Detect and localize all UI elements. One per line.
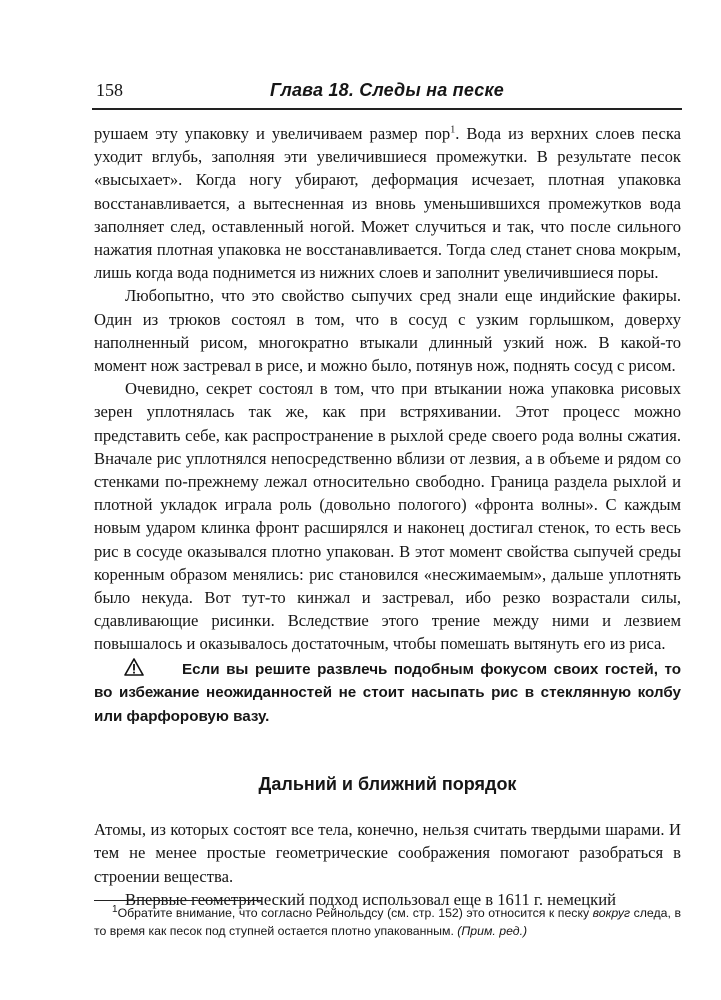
- running-header: [92, 80, 682, 106]
- warning-triangle-icon: [124, 658, 144, 676]
- footnote-emphasis: вокруг: [592, 906, 631, 920]
- paragraph: Атомы, из которых состоят все тела, конечно, нельзя считать твердыми шарами. И тем не менее простые геометрические соображения помогают разобраться в строении вещества.: [94, 820, 681, 886]
- header-rule: [92, 108, 682, 110]
- editor-note: (Прим. ред.): [457, 924, 528, 938]
- main-text: [94, 122, 681, 911]
- running-title: Глава 18. Следы на песке: [270, 80, 504, 100]
- paragraph: Очевидно, секрет состоял в том, что при втыкании ножа упаковка рисовых зерен уплотнялась так же, как при встряхивании. Этот процесс можно представить себе, как распространение в рыхлой среде своего рода волны сжатия. Вначале рис уплотнялся непосредственно вблизи от лезвия, а в объеме и рядом со стенками по-прежнему лежал относительно свободно. Граница раздела рыхлой и плотной укладок играла роль (довольно пологого) «фронта волны». С каждым новым ударом клинка фронт расширялся и наконец достигал стенок, то есть весь рис в сосуде оказывался плотно упакован. В этот момент свойства сыпучей среды коренным образом менялись: рис становился «несжимаемым», дальше уплотнять было некуда. Вот тут-то кинжал и застревал, ибо резко возрастали силы, сдавливающие рисинки. Вследствие этого трение между ними и лезвием повышалось и оказывалось достаточным, чтобы помешать вытянуть его из риса.: [94, 379, 681, 654]
- warning-note: [94, 658, 681, 729]
- section-title: Дальний и ближний порядок: [258, 774, 517, 795]
- paragraph: рушаем эту упаковку и увеличиваем размер пор$^1$. Вода из верхних слоев песка уходит вглубь, заполняя эти увеличившиеся промежутки. В результате песок «высыхает». Когда ногу убирают, деформация исчезает, плотная упаковка восстанавливается, а вытесненная из вновь уменьшившихся промежутков вода заполняет след, оставленный ногой. Может случиться и так, что после сильного нажатия плотная упаковка не восстанавливается. Тогда след станет снова мокрым, лишь когда вода поднимется из нижних слоев и заполнит увеличившиеся поры.: [94, 124, 681, 283]
- warning-text: Если вы решите развлечь подобным фокусом своих гостей, то во избежание неожиданностей не стоит насыпать рис в стеклянную колбу или фарфоровую вазу.: [94, 660, 681, 725]
- footnote-marker: 1: [112, 903, 118, 915]
- footnote: $^1$Обратите внимание, что согласно Рейнольдсу (см. стр. 152) это относится к песку вокруг следа, в то время как песок под ступней остается плотно упакованным. (Прим. ред.): [94, 903, 681, 938]
- footnote-reference: 1: [450, 124, 456, 136]
- paragraph: Любопытно, что это свойство сыпучих сред знали еще индийские факиры. Один из трюков состоял в том, что в сосуд с узким горлышком, доверху наполненный рисом, многократно втыкали длинный узкий нож. В какой-то момент нож застревал в рисе, и можно было, потянув нож, поднять сосуд с рисом.: [94, 286, 681, 376]
- footnote-rule: [94, 900, 262, 901]
- page-number: 158: [96, 80, 123, 100]
- paragraph: Впервые геометрический подход использовал еще в 1611 г. немецкий: [125, 889, 616, 909]
